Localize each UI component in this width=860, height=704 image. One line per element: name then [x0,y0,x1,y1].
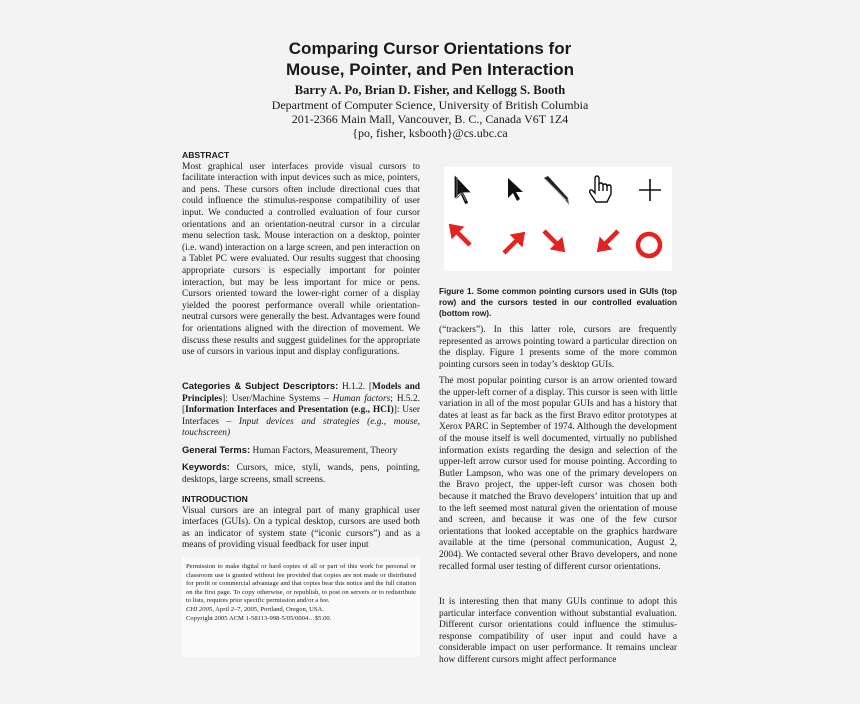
paper-title-line-1: Comparing Cursor Orientations for [288,39,572,58]
keywords-heading: Keywords: [182,461,230,472]
pen-icon [544,176,569,205]
general-terms-text: Human Factors, Measurement, Theory [250,446,398,456]
introduction-text: Visual cursors are an integral part of many graphical user interfaces (GUIs). On a typical desktop, cursors are used both as an indicator of system state (“iconic cursors”) and as a means of providing visual feedback for user input [182,505,420,551]
categories-text-6: Information Interfaces and Presentation (e.g., HCI) [185,405,394,416]
arrow-outlined-icon [454,174,472,205]
figure-1-graphic [444,167,672,271]
crosshair-icon [639,179,661,201]
keywords-text: Cursors, mice, styli, wands, pens, pointing, desktops, large screens, small screens. [182,463,420,485]
arrow-solid-icon [508,178,523,201]
abstract-text: Most graphical user interfaces provide visual cursors to facilitate interaction with input devices such as mice, pointers, and pens. These cursors often include directional cues that could influence the stimulus-response compatibility of user input. We conducted a controlled evaluation of four cursor orientations and an orientation-neutral cursor in a circular menu selection task. Mouse interaction on a desktop, pointer (i.e. wand) interaction on a large screen, and pen interaction on a Tablet PC were evaluated. Our results suggest that choosing appropriate cursors is especially important for pointer interaction, but may be less important for mice or pens. Cursors oriented toward the lower-right corner of a display yielded the poorest performance overall while orientation-neutral cursors were generally the best. Advantages were found for orientations aligned with the direction of movement. We discuss these results and suggest guidelines for the appropriate use of cursors in various input and display configurations. [182,161,420,358]
general-terms-heading: General Terms: [182,444,251,455]
arrow-down-left-icon [590,225,624,259]
permission-text: Permission to make digital or hard copies of all or part of this work for personal or classroom use is granted without fee provided that copies are not made or distributed for profit or commercial advantage and that copies bear this notice and the full citation on the first page. To copy otherwise, or republish, to post on servers or to redistribute to lists, requires prior specific permission and/or a fee. [186,563,416,605]
figure-1-caption: Figure 1. Some common pointing cursors used in GUIs (top row) and the cursors tested in our controlled evaluation (bottom row). [439,287,677,318]
paper-title-line-2: Mouse, Pointer, and Pen Interaction [285,60,575,79]
categories-text-1: H.1.2. [ [338,382,372,392]
permission-box [182,557,420,657]
arrow-down-right-icon [538,225,572,259]
figure-1 [444,167,672,271]
general-terms-section [182,444,420,458]
introduction-heading: INTRODUCTION [182,494,248,504]
copyright-line: Copyright 2005 ACM 1-58113-998-5/05/0004…$5.00. [186,614,332,622]
abstract-section [182,150,420,359]
arrow-up-right-icon [498,225,532,259]
categories-text-8: Input devices and strategies (e.g., mouse, touchscreen) [182,416,420,439]
authors: Barry A. Po, Brian D. Fisher, and Kellogg S. Booth [294,83,566,97]
affiliation-dept: Department of Computer Science, University of British Columbia [271,98,589,112]
categories-text-2: Models and Principles [182,382,420,404]
right-paragraph-1: (“trackers”). In this latter role, cursors are frequently represented as arrows pointing toward a particular direction on the display. Figure 1 presents some of the more common pointing cursors seen in today’s desktop GUIs. [439,325,677,370]
arrow-up-left-icon [444,217,476,251]
affiliation-email: {po, fisher, ksbooth}@cs.ubc.ca [352,126,508,140]
abstract-heading: ABSTRACT [182,150,230,160]
categories-text-4: Human factors [332,393,391,404]
affiliation-address: 201-2366 Main Mall, Vancouver, B. C., Canada V6T 1Z4 [291,112,569,126]
conference-details: , April 2–7, 2005, Portland, Oregon, USA. [212,605,324,613]
categories-text-3: ]: User/Machine Systems – [222,393,333,404]
right-paragraph-3: It is interesting then that many GUIs continue to adopt this particular interface convention without substantial evaluation. Different cursor orientations could influence the stimulus-response compatibility of user input and could have a considerable impact on user performance. It remains unclear how different cursors might affect performance [439,597,677,665]
categories-text-5: ; H.5.2. [ [182,393,420,416]
conference-name: CHI 2005 [186,605,213,613]
circle-icon [638,234,660,256]
categories-heading: Categories & Subject Descriptors: [182,380,339,391]
right-paragraph-2: The most popular pointing cursor is an arrow oriented toward the upper-left corner of a display. This cursor is seen with little variation in all of the most popular GUIs and has a history that dates at least as far back as the first Bravo editor prototypes at Xerox PARC in September of 1974. Although the development of the mouse itself is well documented, virtually no published information exists regarding the design and selection of the upper-left arrow cursor used for mouse pointing. According to Butler Lampson, who was one of the primary developers on the Bravo project, the upper-left cursor was chosen both because it matched the Bravo developers’ intuition that up and to the left seemed most natural given the orientation of mouse and screen, and because it was one of the few cursor orientations that looked acceptable on the graphics hardware available at the time (personal communication, August 2, 2004). We contacted several other Bravo developers, and none recalled formal user testing of different cursor orientations. [439,376,677,572]
keywords-section [182,461,420,486]
categories-text-7: ]: User Interfaces – [182,405,420,427]
categories-section [182,380,420,440]
introduction-section [182,494,420,552]
hand-icon [590,176,611,202]
